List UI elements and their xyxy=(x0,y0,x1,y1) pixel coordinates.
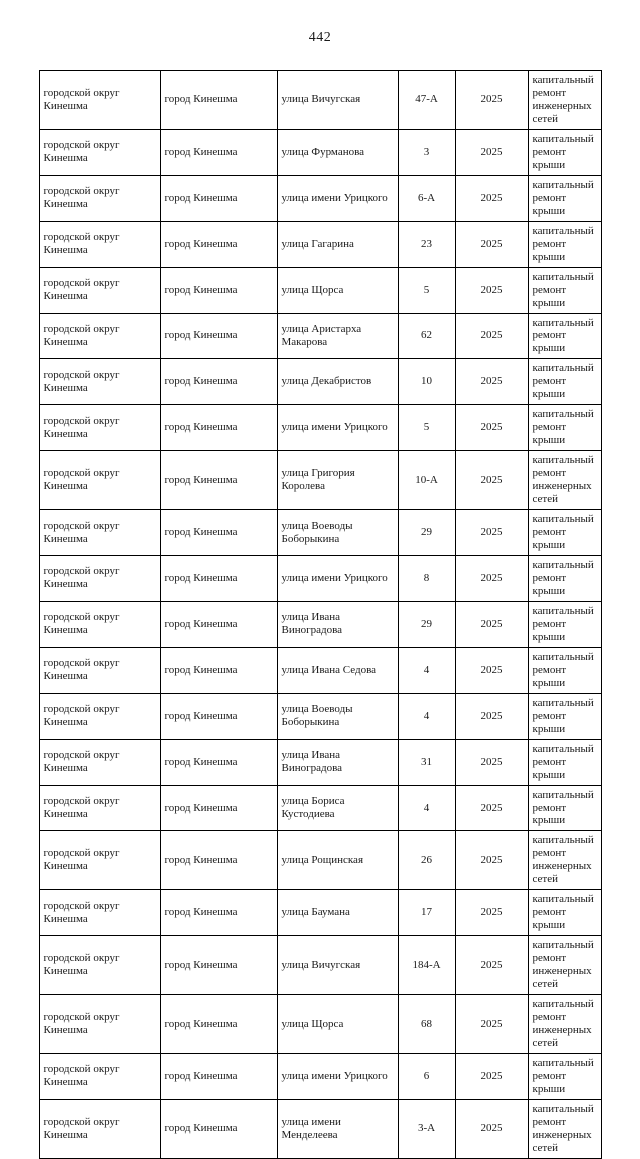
cell-district: городской округ Кинешма xyxy=(39,267,160,313)
cell-house-number: 3 xyxy=(398,129,455,175)
cell-house-number: 62 xyxy=(398,313,455,359)
cell-year: 2025 xyxy=(455,451,528,510)
cell-street: улица имени Урицкого xyxy=(277,175,398,221)
cell-work-type: капитальный ремонт крыши xyxy=(528,1053,601,1099)
cell-work-type: капитальный ремонт инженерных сетей xyxy=(528,831,601,890)
table-row xyxy=(39,785,601,831)
table-row xyxy=(39,556,601,602)
cell-house-number: 31 xyxy=(398,739,455,785)
cell-street: улица Вичугская xyxy=(277,936,398,995)
cell-house-number: 29 xyxy=(398,601,455,647)
cell-street: улица Воеводы Боборыкина xyxy=(277,510,398,556)
cell-district: городской округ Кинешма xyxy=(39,1099,160,1158)
cell-district: городской округ Кинешма xyxy=(39,936,160,995)
cell-city: город Кинешма xyxy=(160,313,277,359)
cell-district: городской округ Кинешма xyxy=(39,313,160,359)
cell-district: городской округ Кинешма xyxy=(39,890,160,936)
cell-work-type: капитальный ремонт крыши xyxy=(528,359,601,405)
cell-house-number: 6-А xyxy=(398,175,455,221)
cell-street: улица Фурманова xyxy=(277,129,398,175)
cell-city: город Кинешма xyxy=(160,359,277,405)
cell-district: городской округ Кинешма xyxy=(39,71,160,130)
cell-house-number: 17 xyxy=(398,890,455,936)
cell-street: улица Григория Королева xyxy=(277,451,398,510)
table-row xyxy=(39,175,601,221)
cell-district: городской округ Кинешма xyxy=(39,359,160,405)
cell-house-number: 26 xyxy=(398,831,455,890)
table-row xyxy=(39,129,601,175)
repair-program-table xyxy=(39,70,602,1159)
table-row xyxy=(39,221,601,267)
cell-city: город Кинешма xyxy=(160,556,277,602)
cell-work-type: капитальный ремонт крыши xyxy=(528,175,601,221)
cell-year: 2025 xyxy=(455,510,528,556)
cell-district: городской округ Кинешма xyxy=(39,785,160,831)
cell-district: городской округ Кинешма xyxy=(39,693,160,739)
cell-house-number: 68 xyxy=(398,995,455,1054)
cell-house-number: 47-А xyxy=(398,71,455,130)
table-row xyxy=(39,693,601,739)
table-row xyxy=(39,936,601,995)
cell-year: 2025 xyxy=(455,556,528,602)
cell-city: город Кинешма xyxy=(160,451,277,510)
cell-work-type: капитальный ремонт крыши xyxy=(528,129,601,175)
cell-city: город Кинешма xyxy=(160,647,277,693)
cell-work-type: капитальный ремонт инженерных сетей xyxy=(528,936,601,995)
cell-house-number: 23 xyxy=(398,221,455,267)
table-row xyxy=(39,1099,601,1158)
cell-city: город Кинешма xyxy=(160,129,277,175)
cell-city: город Кинешма xyxy=(160,693,277,739)
cell-city: город Кинешма xyxy=(160,831,277,890)
cell-district: городской округ Кинешма xyxy=(39,556,160,602)
table-row xyxy=(39,267,601,313)
cell-district: городской округ Кинешма xyxy=(39,510,160,556)
cell-street: улица Баумана xyxy=(277,890,398,936)
table-row xyxy=(39,831,601,890)
cell-street: улица Гагарина xyxy=(277,221,398,267)
cell-house-number: 4 xyxy=(398,785,455,831)
cell-district: городской округ Кинешма xyxy=(39,405,160,451)
cell-city: город Кинешма xyxy=(160,995,277,1054)
table-row xyxy=(39,995,601,1054)
cell-year: 2025 xyxy=(455,831,528,890)
cell-city: город Кинешма xyxy=(160,175,277,221)
cell-city: город Кинешма xyxy=(160,267,277,313)
cell-street: улица имени Урицкого xyxy=(277,405,398,451)
cell-city: город Кинешма xyxy=(160,510,277,556)
cell-street: улица имени Урицкого xyxy=(277,556,398,602)
cell-city: город Кинешма xyxy=(160,71,277,130)
cell-district: городской округ Кинешма xyxy=(39,601,160,647)
cell-district: городской округ Кинешма xyxy=(39,129,160,175)
cell-city: город Кинешма xyxy=(160,1053,277,1099)
cell-year: 2025 xyxy=(455,601,528,647)
page-number: 442 xyxy=(308,30,332,45)
cell-house-number: 4 xyxy=(398,647,455,693)
cell-year: 2025 xyxy=(455,1053,528,1099)
cell-year: 2025 xyxy=(455,995,528,1054)
cell-city: город Кинешма xyxy=(160,221,277,267)
table-row xyxy=(39,1053,601,1099)
cell-work-type: капитальный ремонт крыши xyxy=(528,313,601,359)
cell-district: городской округ Кинешма xyxy=(39,647,160,693)
table-row xyxy=(39,405,601,451)
cell-city: город Кинешма xyxy=(160,785,277,831)
cell-street: улица Щорса xyxy=(277,267,398,313)
cell-city: город Кинешма xyxy=(160,739,277,785)
cell-year: 2025 xyxy=(455,785,528,831)
cell-work-type: капитальный ремонт крыши xyxy=(528,221,601,267)
cell-work-type: капитальный ремонт крыши xyxy=(528,785,601,831)
cell-year: 2025 xyxy=(455,890,528,936)
cell-year: 2025 xyxy=(455,221,528,267)
cell-work-type: капитальный ремонт крыши xyxy=(528,693,601,739)
cell-district: городской округ Кинешма xyxy=(39,1053,160,1099)
cell-street: улица Вичугская xyxy=(277,71,398,130)
table-row xyxy=(39,359,601,405)
cell-house-number: 3-А xyxy=(398,1099,455,1158)
cell-work-type: капитальный ремонт инженерных сетей xyxy=(528,1099,601,1158)
cell-year: 2025 xyxy=(455,693,528,739)
cell-house-number: 6 xyxy=(398,1053,455,1099)
table-row xyxy=(39,890,601,936)
cell-city: город Кинешма xyxy=(160,405,277,451)
cell-work-type: капитальный ремонт крыши xyxy=(528,267,601,313)
cell-house-number: 8 xyxy=(398,556,455,602)
table-row xyxy=(39,510,601,556)
table-row xyxy=(39,313,601,359)
cell-work-type: капитальный ремонт крыши xyxy=(528,890,601,936)
table-row xyxy=(39,601,601,647)
cell-district: городской округ Кинешма xyxy=(39,175,160,221)
cell-district: городской округ Кинешма xyxy=(39,831,160,890)
cell-house-number: 5 xyxy=(398,405,455,451)
cell-year: 2025 xyxy=(455,359,528,405)
cell-city: город Кинешма xyxy=(160,1099,277,1158)
cell-year: 2025 xyxy=(455,1099,528,1158)
cell-street: улица Ивана Виноградова xyxy=(277,601,398,647)
cell-work-type: капитальный ремонт крыши xyxy=(528,405,601,451)
cell-street: улица Щорса xyxy=(277,995,398,1054)
cell-district: городской округ Кинешма xyxy=(39,451,160,510)
cell-street: улица Аристарха Макарова xyxy=(277,313,398,359)
cell-street: улица Декабристов xyxy=(277,359,398,405)
cell-work-type: капитальный ремонт крыши xyxy=(528,739,601,785)
cell-year: 2025 xyxy=(455,313,528,359)
cell-district: городской округ Кинешма xyxy=(39,995,160,1054)
cell-year: 2025 xyxy=(455,129,528,175)
table-row xyxy=(39,647,601,693)
cell-year: 2025 xyxy=(455,647,528,693)
cell-year: 2025 xyxy=(455,71,528,130)
repair-table-body xyxy=(39,71,601,1159)
cell-year: 2025 xyxy=(455,739,528,785)
cell-street: улица имени Урицкого xyxy=(277,1053,398,1099)
cell-house-number: 184-А xyxy=(398,936,455,995)
cell-house-number: 5 xyxy=(398,267,455,313)
cell-street: улица Рощинская xyxy=(277,831,398,890)
cell-house-number: 10 xyxy=(398,359,455,405)
cell-work-type: капитальный ремонт крыши xyxy=(528,556,601,602)
cell-city: город Кинешма xyxy=(160,601,277,647)
cell-street: улица Ивана Виноградова xyxy=(277,739,398,785)
cell-house-number: 4 xyxy=(398,693,455,739)
cell-street: улица Бориса Кустодиева xyxy=(277,785,398,831)
table-row xyxy=(39,71,601,130)
cell-street: улица Ивана Седова xyxy=(277,647,398,693)
cell-work-type: капитальный ремонт крыши xyxy=(528,647,601,693)
cell-year: 2025 xyxy=(455,936,528,995)
cell-work-type: капитальный ремонт инженерных сетей xyxy=(528,995,601,1054)
cell-district: городской округ Кинешма xyxy=(39,221,160,267)
table-row xyxy=(39,739,601,785)
cell-city: город Кинешма xyxy=(160,890,277,936)
cell-street: улица имени Менделеева xyxy=(277,1099,398,1158)
cell-street: улица Воеводы Боборыкина xyxy=(277,693,398,739)
cell-district: городской округ Кинешма xyxy=(39,739,160,785)
cell-year: 2025 xyxy=(455,175,528,221)
cell-work-type: капитальный ремонт инженерных сетей xyxy=(528,71,601,130)
cell-year: 2025 xyxy=(455,267,528,313)
table-row xyxy=(39,451,601,510)
cell-work-type: капитальный ремонт крыши xyxy=(528,601,601,647)
cell-work-type: капитальный ремонт крыши xyxy=(528,510,601,556)
cell-house-number: 10-А xyxy=(398,451,455,510)
cell-year: 2025 xyxy=(455,405,528,451)
cell-work-type: капитальный ремонт инженерных сетей xyxy=(528,451,601,510)
cell-city: город Кинешма xyxy=(160,936,277,995)
cell-house-number: 29 xyxy=(398,510,455,556)
